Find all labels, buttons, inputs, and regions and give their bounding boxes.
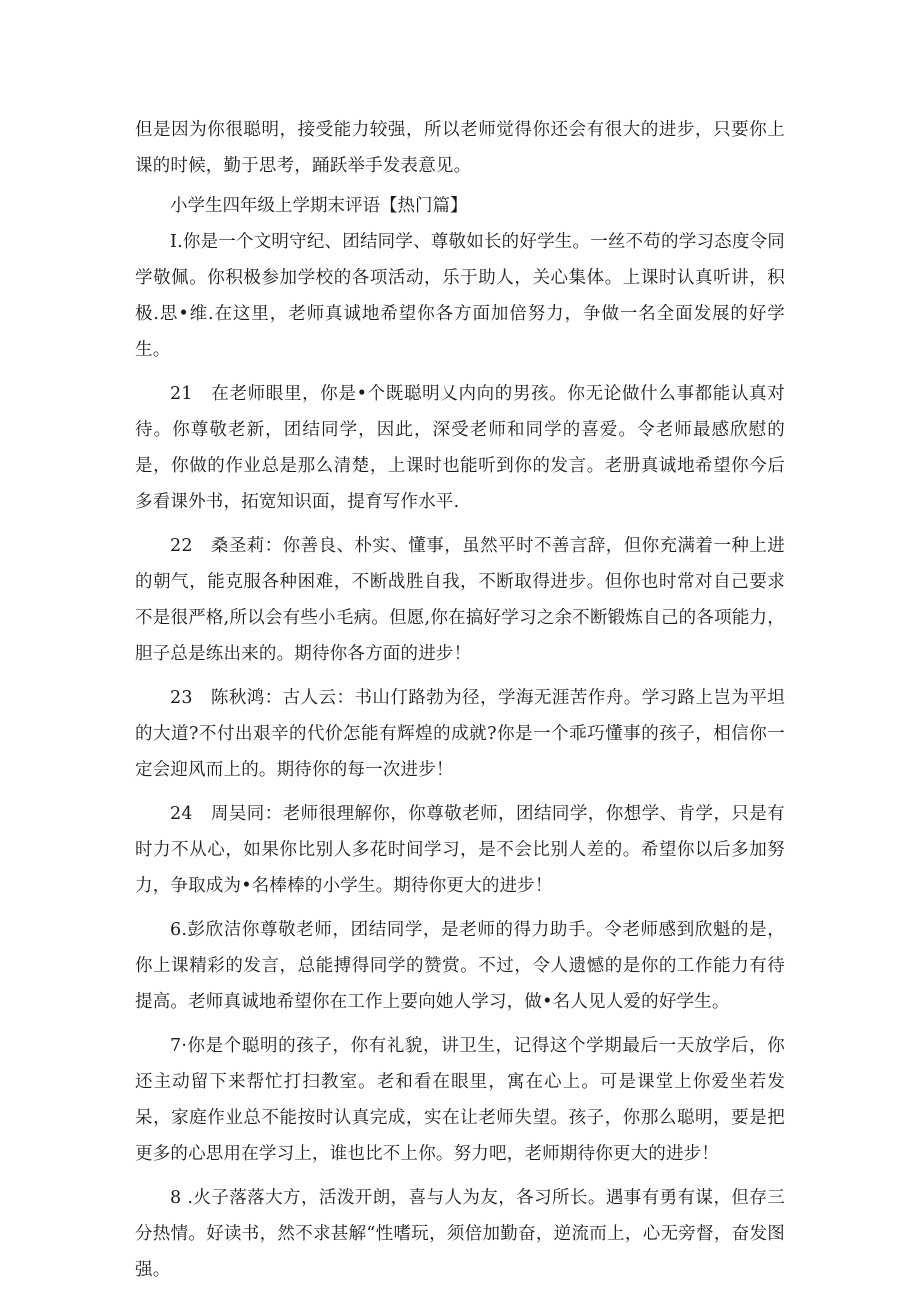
comment-paragraph-21: 21 在老师眼里，你是•个既聪明乂内向的男孩。你无论做什么事都能认真对待。你尊敬老新，团结同学，因此，深受老师和同学的喜爱。令老师最感欣慰的是，你做的作业总是那么清楚，上课时也能听到你的发言。老册真诚地希望你今后多看课外书，拓宽知识面，提育写作水平.: [135, 384, 785, 512]
document-body: [135, 112, 785, 1288]
paragraph-continuation: 但是因为你很聪明，接受能力较强，所以老师觉得你还会有很大的进步，只要你上课的时候，勤于思考，踊跃举手发表意见。: [135, 120, 785, 176]
comment-paragraph-22: 22 桑圣莉：你善良、朴实、懂事，虽然平时不善言辞，但你充满着一种上进的朝气，能克服各种困难，不断战胜自我，不断取得进步。但你也时常对自己要求不是很严格,所以会有些小毛病。但愿,你在搞好学习之余不断锻炼自己的各项能力，胆子总是练出来的。期待你各方面的进步！: [135, 536, 785, 664]
section-heading: 小学生四年级上学期末评语【热门篇】: [170, 196, 468, 216]
comment-paragraph-24: 24 周吴同：老师很理解你，你尊敬老师，团结同学，你想学、肯学，只是有时力不从心，如果你比别人多花时间学习，是不会比别人差的。希望你以后多加努力，争取成为•名棒棒的小学生。期待你更大的进步！: [135, 804, 785, 896]
comment-paragraph-23: 23 陈秋鸿：古人云：书山仃路勃为径，学海无涯苦作舟。学习路上岂为平坦的大道?不付出艰辛的代价怎能有辉煌的成就?你是一个乖巧懂事的孩子，相信你一定会迎风而上的。期待你的每一次进步！: [135, 688, 785, 780]
comment-paragraph-1: I.你是一个文明守纪、团结同学、尊敬如长的好学生。一丝不苟的学习态度令同学敬佩。你积极参加学校的各项活动，乐于助人，关心集体。上课时认真听讲，积极.思•维.在这里，老师真诚地希望你各方面加倍努力，争做一名全面发展的好学生。: [135, 232, 785, 360]
comment-paragraph-8: 8 .火子落落大方，活泼开朗，喜与人为友，各习所长。遇事有勇有谋，但存三分热情。好读书，然不求甚解“性嗜玩，须倍加勤奋，逆流而上，心无旁督，奋发图强。: [135, 1188, 785, 1280]
comment-paragraph-6: 6.彭欣洁你尊敬老师，团结同学，是老师的得力助手。令老师感到欣魁的是，你上课精彩的发言，总能搏得同学的赞赏。不过，令人遗憾的是你的工作能力有待提高。老师真诚地希望你在工作上要向她人学习，做•名人见人爱的好学生。: [135, 920, 785, 1012]
comment-paragraph-7: 7·你是个聪明的孩子，你有礼貌，讲卫生，记得这个学期最后一天放学后，你还主动留下来帮忙打扫教室。老和看在眼里，寓在心上。可是课堂上你爱坐若发呆，家庭作业总不能按时认真完成，实在让老师失望。孩子，你那么聪明，要是把更多的心思用在学习上，谁也比不上你。努力吧，老师期待你更大的进步！: [135, 1036, 785, 1164]
